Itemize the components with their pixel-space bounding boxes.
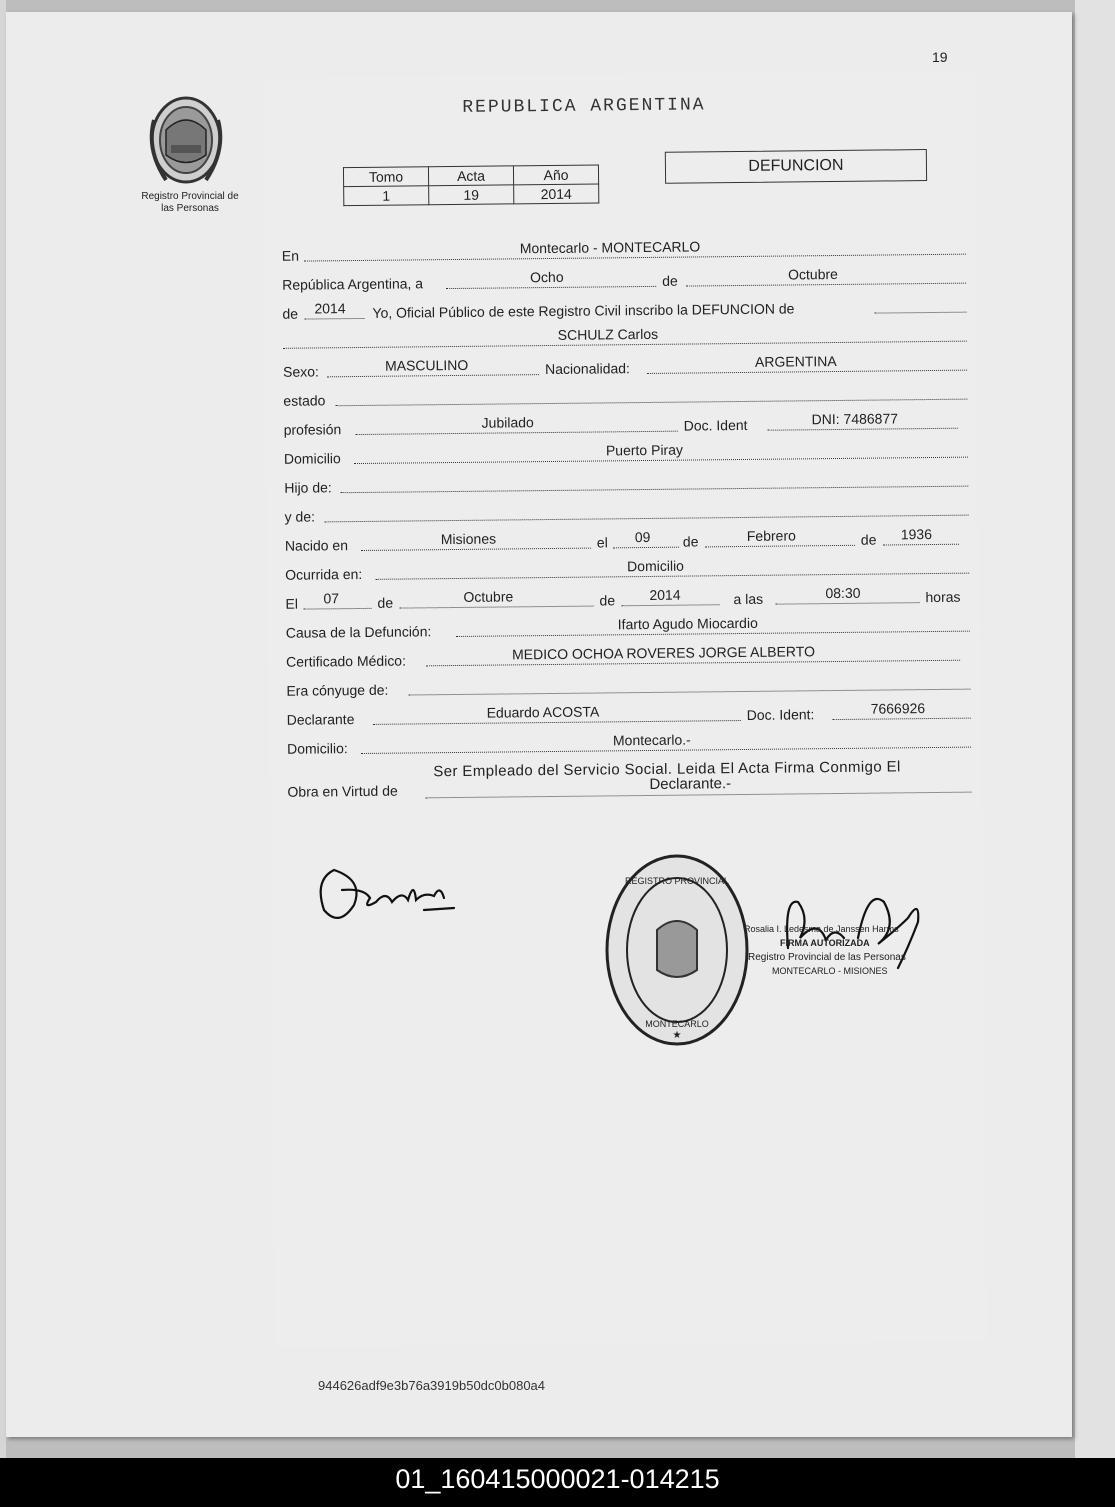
label-hijo-de: Hijo de: — [284, 479, 332, 496]
value-def-mes: Octubre — [463, 588, 514, 605]
value-sexo: MASCULINO — [384, 356, 469, 374]
label-de-def-mes: de — [377, 594, 394, 611]
row-fecha-defuncion — [285, 579, 979, 612]
file-id-label: 01_160415000021-014215 — [395, 1464, 720, 1494]
value-declarante: Eduardo ACOSTA — [486, 703, 600, 721]
value-causa: Ifarto Agudo Miocardio — [617, 614, 758, 633]
label-de-mes: de — [662, 272, 678, 289]
value-hora: 08:30 — [825, 584, 861, 602]
value-nac-dia: 09 — [634, 528, 651, 546]
document-hash: 944626adf9e3b76a3919b50dc0b080a4 — [318, 1378, 546, 1393]
line-inscribo-end — [874, 292, 966, 314]
label-de-anio: de — [282, 305, 299, 322]
value-declarante-doc: 7666926 — [870, 700, 926, 717]
value-nac-mes: Febrero — [746, 527, 796, 544]
value-profesion: Jubilado — [481, 414, 534, 431]
value-ocurrida-en: Domicilio — [627, 557, 685, 575]
label-sexo: Sexo: — [282, 363, 319, 380]
value-def-dia: 07 — [323, 590, 340, 607]
row-conyuge — [286, 666, 980, 699]
label-republica: República Argentina, a — [282, 275, 424, 293]
label-nacido-en: Nacido en — [284, 537, 349, 554]
country-title: REPUBLICA ARGENTINA — [462, 95, 706, 118]
row-causa — [286, 608, 980, 641]
footer-bar — [0, 1458, 1115, 1507]
line-hijo-de — [340, 466, 968, 494]
label-domicilio: Domicilio — [283, 450, 341, 467]
label-declarante: Declarante — [286, 711, 355, 728]
label-de-nac-anio: de — [860, 531, 877, 548]
label-doc-ident: Doc. Ident — [683, 416, 748, 434]
value-documento: DNI: 7486877 — [811, 410, 899, 428]
label-el-cap: El — [285, 595, 299, 612]
svg-text:MONTECARLO: MONTECARLO — [645, 1019, 709, 1029]
label-profesion: profesión — [283, 421, 342, 438]
row-anio — [282, 289, 976, 322]
label-certificado: Certificado Médico: — [286, 652, 407, 670]
line-estado — [335, 379, 967, 407]
province-emblem-icon — [136, 90, 276, 240]
row-y-de — [284, 492, 978, 525]
row-certificado — [286, 637, 980, 670]
value-certificado: MEDICO OCHOA ROVERES JORGE ALBERTO — [511, 643, 816, 663]
label-de-nac-mes: de — [682, 533, 699, 550]
value-lugar: Montecarlo - MONTECARLO — [519, 238, 701, 257]
label-nacionalidad: Nacionalidad: — [544, 360, 630, 378]
label-domicilio2: Domicilio: — [286, 740, 348, 757]
row-domicilio — [284, 434, 978, 467]
registry-value-row — [344, 184, 599, 206]
declarante-signature — [304, 850, 464, 932]
line-conyuge — [408, 669, 970, 696]
value-nacido-en: Misiones — [440, 530, 497, 548]
label-a-las: a las — [733, 590, 764, 608]
certificate-page — [6, 12, 1072, 1437]
label-en: En — [281, 247, 300, 264]
row-sexo — [283, 347, 977, 380]
registry-seal — [602, 852, 752, 1048]
anio-value: 2014 — [514, 184, 599, 204]
logo-caption — [124, 191, 256, 215]
value-declarante-domicilio: Montecarlo.- — [612, 731, 691, 749]
acta-value: 19 — [429, 185, 514, 205]
label-el: el — [596, 534, 608, 551]
label-y-de: y de: — [284, 508, 316, 525]
row-profesion — [283, 405, 977, 438]
tomo-value: 1 — [344, 186, 429, 206]
logo-caption-line1: Registro Provincial de — [141, 191, 239, 202]
label-obra: Obra en Virtud de — [287, 782, 398, 800]
row-obra — [287, 753, 981, 804]
svg-text:★: ★ — [672, 1030, 682, 1041]
value-nacionalidad: ARGENTINA — [754, 352, 837, 370]
death-record-form — [262, 71, 987, 1348]
value-nombre: SCHULZ Carlos — [557, 325, 659, 343]
stamp-line4: MONTECARLO - MISIONES — [772, 966, 888, 976]
anio-label: Año — [513, 165, 598, 185]
label-conyuge: Era cónyuge de: — [286, 681, 389, 699]
label-horas: horas — [925, 588, 961, 606]
registry-table — [343, 164, 599, 206]
record-type-box: DEFUNCION — [665, 149, 927, 184]
row-lugar — [282, 231, 976, 264]
row-declarante — [287, 695, 981, 728]
row-estado — [283, 376, 977, 409]
value-dia: Ocho — [530, 268, 564, 286]
label-doc-ident2: Doc. Ident: — [746, 706, 815, 723]
value-anio: 2014 — [314, 300, 346, 317]
value-domicilio: Puerto Piray — [605, 441, 684, 459]
row-ocurrida — [285, 550, 979, 583]
value-def-anio: 2014 — [649, 586, 681, 603]
label-causa: Causa de la Defunción: — [285, 623, 432, 641]
row-fecha — [282, 260, 976, 293]
value-nac-anio: 1936 — [900, 526, 933, 543]
value-obra-line2: Declarante.- — [649, 775, 732, 793]
label-estado: estado — [283, 392, 326, 409]
label-de-def-anio: de — [599, 592, 616, 609]
row-domicilio2 — [287, 724, 981, 757]
tomo-label: Tomo — [343, 167, 428, 187]
label-ocurrida-en: Ocurrida en: — [285, 565, 363, 583]
value-obra-line1: Ser Empleado del Servicio Social. Leida El Acta Firma Conmigo El — [433, 758, 901, 781]
value-mes: Octubre — [788, 265, 838, 283]
stamp-line1: Rosalia I. Ledesma de Janssen Harms — [744, 924, 899, 934]
row-nacido — [285, 521, 979, 554]
row-nombre — [283, 318, 977, 351]
stamp-line3: Registro Provincial de las Personas — [748, 952, 906, 963]
row-hijo-de — [284, 463, 978, 496]
label-inscribo: Yo, Oficial Público de este Registro Civil inscribo la DEFUNCION de — [372, 300, 795, 321]
page-number: 19 — [932, 49, 948, 65]
line-y-de — [324, 495, 968, 523]
logo-caption-line2: las Personas — [161, 203, 219, 214]
stamp-line2: FIRMA AUTORIZADA — [780, 938, 870, 948]
acta-label: Acta — [428, 166, 513, 186]
scan-edge-right — [1075, 0, 1115, 1458]
svg-text:REGISTRO PROVINCIAL: REGISTRO PROVINCIAL — [624, 876, 730, 886]
